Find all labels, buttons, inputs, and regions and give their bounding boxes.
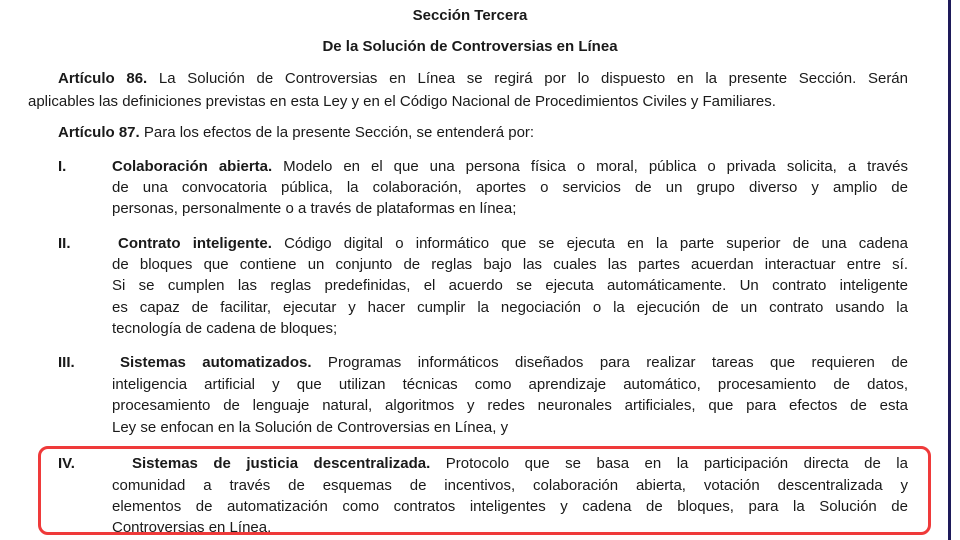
item-4-line1 <box>132 454 908 473</box>
item-4-line3: elementos de automatización como contratos inteligentes y cadena de bloques, para la Solución de <box>112 498 908 515</box>
page-edge-rule <box>948 0 951 540</box>
item-1-line2: de una convocatoria pública, la colaboración, aportes o servicios de un grupo diverso y amplio de <box>112 179 908 196</box>
item-2-line1 <box>118 234 908 253</box>
item-1-line3: personas, personalmente o a través de plataformas en línea; <box>112 200 517 217</box>
section-heading: Sección Tercera <box>412 7 528 24</box>
item-3-text: Programas informáticos diseñados para realizar tareas que requieren de <box>311 354 908 371</box>
item-2-term: Contrato inteligente. <box>118 235 272 252</box>
item-2-line5: tecnología de cadena de bloques; <box>112 320 338 337</box>
item-1-line1 <box>112 157 908 176</box>
item-2-text: Código digital o informático que se ejecuta en la parte superior de una cadena <box>271 235 908 252</box>
item-1-text: Modelo en el que una persona física o moral, pública o privada solicita, a través <box>272 158 908 175</box>
section-subheading: De la Solución de Controversias en Línea <box>322 38 618 55</box>
item-2-numeral: II. <box>58 235 71 252</box>
item-4-line4: Controversias en Línea. <box>112 519 272 536</box>
item-3-term: Sistemas automatizados. <box>120 354 312 371</box>
item-3-line4: Ley se enfocan en la Solución de Controversias en Línea, y <box>112 419 509 436</box>
item-4-term: Sistemas de justicia descentralizada. <box>132 455 431 472</box>
article-86-text: La Solución de Controversias en Línea se regirá por lo dispuesto en la presente Sección. Serán <box>147 70 908 87</box>
article-86-line2: aplicables las definiciones previstas en esta Ley y en el Código Nacional de Procedimientos Civiles y Familiares. <box>28 93 776 110</box>
item-4-line2: comunidad a través de esquemas de incentivos, colaboración abierta, votación descentralizada y <box>112 477 908 494</box>
article-86-label: Artículo 86. <box>58 70 148 87</box>
item-1-numeral: I. <box>58 158 67 175</box>
article-87-line <box>58 123 534 142</box>
item-4-numeral: IV. <box>58 455 75 472</box>
article-87-text: Para los efectos de la presente Sección, se entenderá por: <box>139 124 535 141</box>
article-87-label: Artículo 87. <box>58 124 140 141</box>
item-2-line3: Si se cumplen las reglas predefinidas, el acuerdo se ejecuta automáticamente. Un contrato inteligente <box>112 277 908 294</box>
item-3-line1 <box>120 353 908 372</box>
item-1-term: Colaboración abierta. <box>112 158 273 175</box>
item-3-line3: procesamiento de lenguaje natural, algoritmos y redes neuronales artificiales, que para efectos de esta <box>112 397 908 414</box>
item-2-line4: es capaz de facilitar, ejecutar y hacer cumplir la negociación o la ejecución de un contrato usando la <box>112 299 908 316</box>
item-2-line2: de bloques que contiene un conjunto de reglas bajo las cuales las partes acuerdan interactuar entre sí. <box>112 256 908 273</box>
item-3-numeral: III. <box>58 354 75 371</box>
item-4-text: Protocolo que se basa en la participación directa de la <box>430 455 908 472</box>
article-86-line1 <box>58 69 908 88</box>
item-3-line2: inteligencia artificial y que utilizan técnicas como aprendizaje automático, procesamiento de datos, <box>112 376 908 393</box>
